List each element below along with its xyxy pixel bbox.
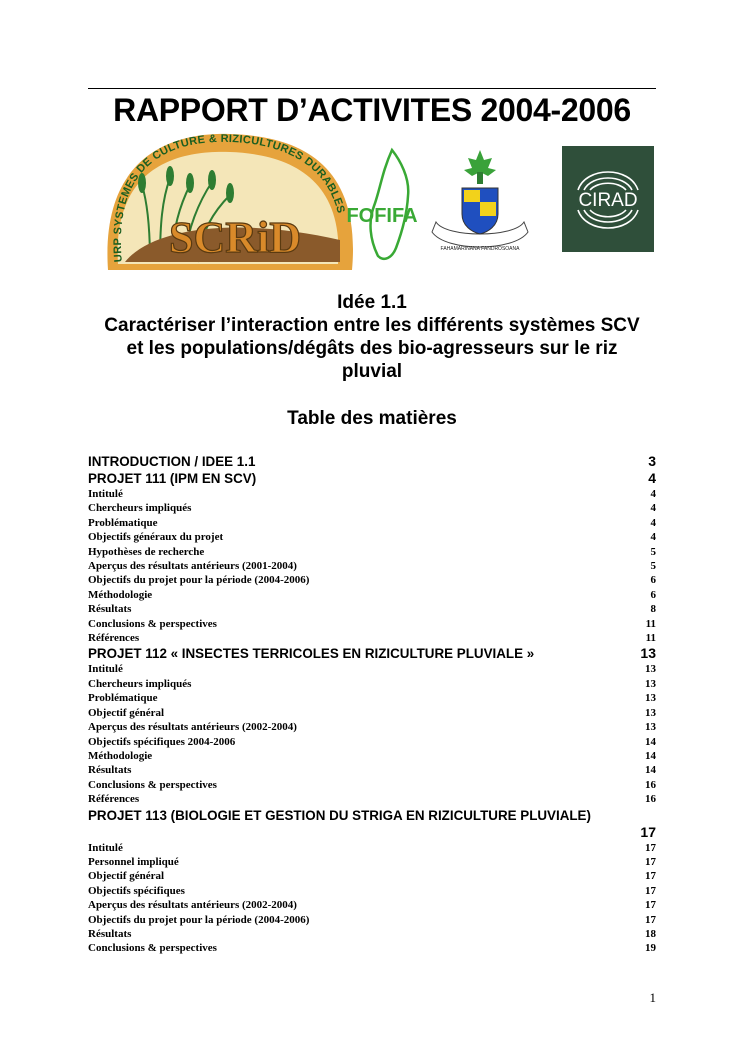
toc-subentry[interactable] xyxy=(88,677,656,691)
toc-subentry[interactable] xyxy=(88,617,656,631)
toc-label: Méthodologie xyxy=(88,749,153,762)
toc-subentry[interactable] xyxy=(88,869,656,883)
toc-page: 13 xyxy=(645,677,656,690)
toc-page: 13 xyxy=(645,663,656,676)
toc-subentry[interactable] xyxy=(88,898,656,912)
toc-page: 3 xyxy=(648,453,656,469)
toc-entry-projet-112[interactable] xyxy=(88,645,656,662)
toc-page: 4 xyxy=(650,516,656,529)
toc-page: 16 xyxy=(645,793,656,806)
toc-label: Personnel impliqué xyxy=(88,855,179,868)
toc-label: Objectifs spécifiques 2004-2006 xyxy=(88,735,236,748)
toc-label: Objectif général xyxy=(88,706,165,719)
toc-label: Chercheurs impliqués xyxy=(88,677,192,690)
toc-page: 4 xyxy=(648,470,656,486)
scrid-arc-text: URP SYSTEMES DE CULTURE & RIZICULTURES DURABLES xyxy=(111,132,347,263)
idea-number: Idée 1.1 xyxy=(337,292,407,313)
toc-page: 13 xyxy=(645,692,656,705)
report-title: RAPPORT D’ACTIVITES 2004-2006 xyxy=(113,92,631,128)
idea-subtitle xyxy=(80,291,664,383)
toc-label: Aperçus des résultats antérieurs (2001-2004) xyxy=(88,560,297,573)
toc-label: Conclusions & perspectives xyxy=(88,942,217,955)
toc-subentry[interactable] xyxy=(88,662,656,676)
toc-subentry[interactable] xyxy=(88,792,656,806)
toc-label: Aperçus des résultats antérieurs (2002-2004) xyxy=(88,721,297,734)
toc-page: 17 xyxy=(645,855,656,868)
idea-title-line-1: Caractériser l’interaction entre les différents systèmes SCV xyxy=(104,315,640,336)
toc-label: Références xyxy=(88,632,140,645)
toc-subentry[interactable] xyxy=(88,927,656,941)
toc-page: 19 xyxy=(645,942,656,955)
toc-page: 17 xyxy=(645,841,656,854)
table-of-contents xyxy=(88,453,656,956)
logo-strip xyxy=(0,0,744,270)
toc-page: 6 xyxy=(650,574,656,587)
toc-label: Aperçus des résultats antérieurs (2002-2004) xyxy=(88,899,297,912)
toc-subentry[interactable] xyxy=(88,631,656,645)
page-number: 1 xyxy=(649,990,656,1005)
toc-subentry[interactable] xyxy=(88,778,656,792)
toc-entry-intro[interactable] xyxy=(88,453,656,470)
toc-page: 13 xyxy=(645,706,656,719)
cirad-logo xyxy=(562,146,654,252)
toc-subentry[interactable] xyxy=(88,763,656,777)
toc-subentry[interactable] xyxy=(88,691,656,705)
toc-subentry[interactable] xyxy=(88,884,656,898)
toc-label: Conclusions & perspectives xyxy=(88,617,217,630)
toc-label: Objectifs du projet pour la période (2004-2006) xyxy=(88,574,310,587)
toc-page: 17 xyxy=(640,823,656,840)
toc-label: Objectifs spécifiques xyxy=(88,884,185,897)
toc-heading: Table des matières xyxy=(287,408,457,429)
toc-page: 5 xyxy=(650,545,656,558)
fofifa-wordmark: FOFIFA xyxy=(346,205,418,227)
toc-page: 4 xyxy=(650,531,656,544)
scrid-wordmark: SCRiD xyxy=(168,213,302,262)
toc-label: Objectifs du projet pour la période (2004-2006) xyxy=(88,913,310,926)
toc-label: Intitulé xyxy=(88,663,123,676)
toc-subentry[interactable] xyxy=(88,706,656,720)
toc-subentry[interactable] xyxy=(88,573,656,587)
toc-label: INTRODUCTION / IDEE 1.1 xyxy=(88,454,256,469)
toc-subentry[interactable] xyxy=(88,530,656,544)
toc-page: 6 xyxy=(650,588,656,601)
toc-label: Hypothèses de recherche xyxy=(88,545,205,558)
toc-label: Méthodologie xyxy=(88,588,153,601)
toc-page: 17 xyxy=(645,899,656,912)
toc-subentry[interactable] xyxy=(88,941,656,955)
toc-page: 8 xyxy=(650,603,656,616)
toc-page: 13 xyxy=(645,721,656,734)
toc-label: Références xyxy=(88,793,140,806)
toc-label: Résultats xyxy=(88,603,132,616)
toc-label: Objectif général xyxy=(88,870,165,883)
toc-page: 14 xyxy=(645,735,656,748)
crest-motto: FAHAMARINANA FANDROSOANA xyxy=(440,246,520,252)
toc-subentry[interactable] xyxy=(88,720,656,734)
toc-subentry[interactable] xyxy=(88,501,656,515)
toc-label: Résultats xyxy=(88,927,132,940)
toc-label: PROJET 112 « INSECTES TERRICOLES EN RIZICULTURE PLUVIALE » xyxy=(88,646,535,662)
toc-page: 11 xyxy=(645,632,656,645)
toc-subentry[interactable] xyxy=(88,516,656,530)
toc-page: 17 xyxy=(645,870,656,883)
toc-label: PROJET 111 (IPM EN SCV) xyxy=(88,471,257,486)
toc-page: 4 xyxy=(650,502,656,515)
toc-subentry[interactable] xyxy=(88,602,656,616)
toc-subentry[interactable] xyxy=(88,487,656,501)
toc-subentry[interactable] xyxy=(88,588,656,602)
toc-page: 11 xyxy=(645,617,656,630)
toc-page: 18 xyxy=(645,927,656,940)
toc-page: 17 xyxy=(645,884,656,897)
fofifa-logo xyxy=(346,150,417,259)
toc-page: 16 xyxy=(645,778,656,791)
cirad-wordmark: CIRAD xyxy=(578,190,638,211)
idea-title-line-3: pluvial xyxy=(341,361,403,382)
toc-label: Objectifs généraux du projet xyxy=(88,531,224,544)
toc-page: 13 xyxy=(640,645,656,662)
toc-page: 14 xyxy=(645,749,656,762)
toc-label: Chercheurs impliqués xyxy=(88,502,192,515)
toc-page: 4 xyxy=(650,488,656,500)
toc-subentry[interactable] xyxy=(88,913,656,927)
toc-subentry[interactable] xyxy=(88,855,656,869)
toc-label: Problématique xyxy=(88,516,158,529)
toc-label: Intitulé xyxy=(88,488,123,500)
toc-label: Problématique xyxy=(88,692,158,705)
toc-subentry[interactable] xyxy=(88,735,656,749)
toc-subentry[interactable] xyxy=(88,749,656,763)
idea-title-line-2: et les populations/dégâts des bio-agresseurs sur le riz xyxy=(126,338,618,359)
toc-page: 5 xyxy=(650,560,656,573)
toc-label: Résultats xyxy=(88,764,132,777)
toc-page: 17 xyxy=(645,913,656,926)
toc-subentry[interactable] xyxy=(88,841,656,855)
toc-subentry[interactable] xyxy=(88,559,656,573)
scrid-logo xyxy=(107,133,353,270)
crest-logo xyxy=(432,150,528,252)
toc-subentry[interactable] xyxy=(88,545,656,559)
toc-label: Intitulé xyxy=(88,841,123,854)
toc-entry-projet-111[interactable] xyxy=(88,470,656,487)
toc-label: Conclusions & perspectives xyxy=(88,778,217,791)
toc-label: PROJET 113 (BIOLOGIE ET GESTION DU STRIGA EN RIZICULTURE PLUVIALE) xyxy=(88,807,591,823)
toc-page: 14 xyxy=(645,764,656,777)
toc-entry-projet-113[interactable] xyxy=(88,807,656,841)
